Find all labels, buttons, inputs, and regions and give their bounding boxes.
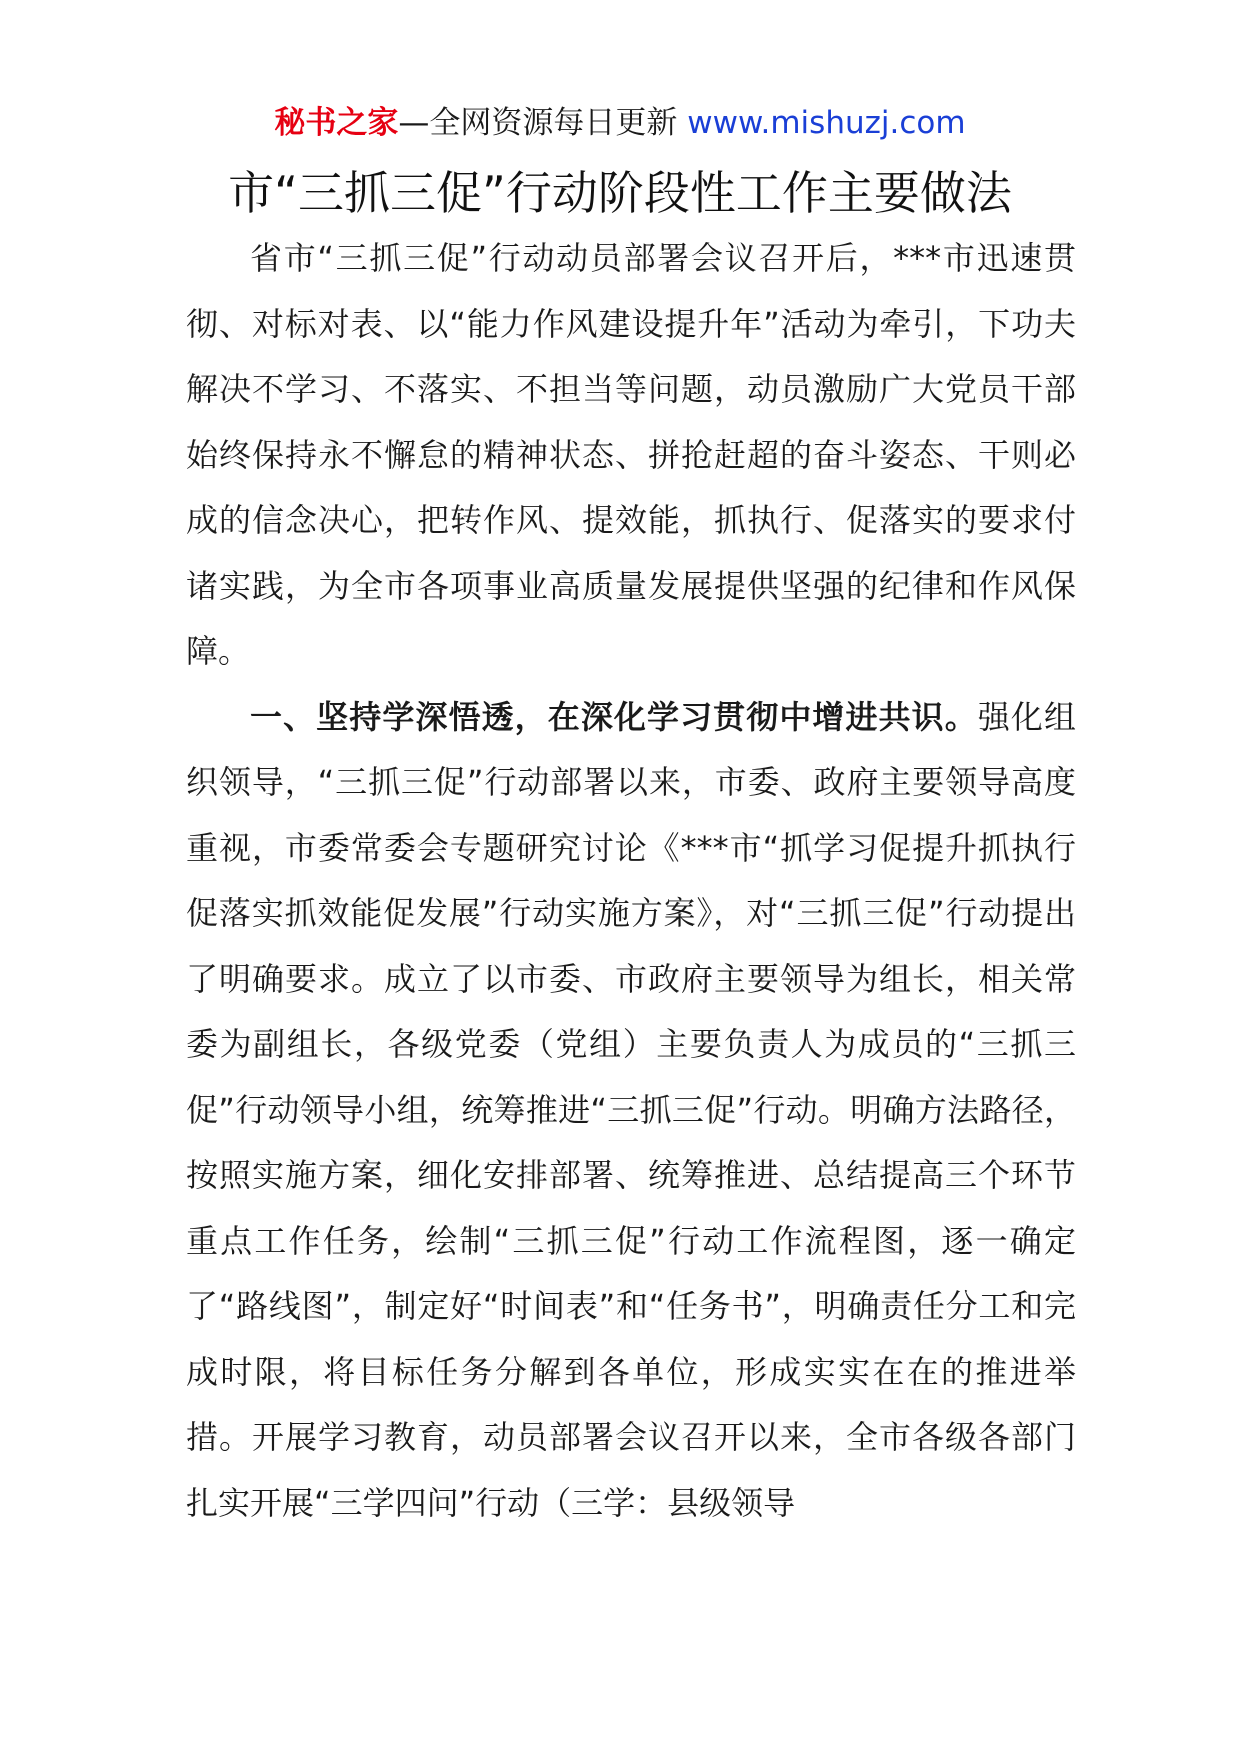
- paragraph-intro: [186, 226, 1076, 685]
- header-tagline: —全网资源每日更新: [398, 105, 678, 141]
- site-url-link[interactable]: www.mishuzj.com: [687, 105, 966, 141]
- section-heading: 一、坚持学深悟透，在深化学习贯彻中增进共识。: [250, 697, 978, 736]
- paragraph-text: 省市“三抓三促”行动动员部署会议召开后，***市迅速贯彻、对标对表、以“能力作风建设提升年”活动为牵引，下功夫解决不学习、不落实、不担当等问题，动员激励广大党员干部始终保持永不懈怠的精神状态、拼抢赶超的奋斗姿态、干则必成的信念决心，把转作风、提效能，抓执行、促落实的要求付诸实践，为全市各项事业高质量发展提供坚强的纪律和作风保障。: [186, 239, 1076, 670]
- paragraph-text: 强化组织领导，“三抓三促”行动部署以来，市委、政府主要领导高度重视，市委常委会专题研究讨论《***市“抓学习促提升抓执行促落实抓效能促发展”行动实施方案》，对“三抓三促”行动提出了明确要求。成立了以市委、市政府主要领导为组长，相关常委为副组长，各级党委（党组）主要负责人为成员的“三抓三促”行动领导小组，统筹推进“三抓三促”行动。明确方法路径，按照实施方案，细化安排部署、统筹推进、总结提高三个环节重点工作任务，绘制“三抓三促”行动工作流程图，逐一确定了“路线图”，制定好“时间表”和“任务书”，明确责任分工和完成时限，将目标任务分解到各单位，形成实实在在的推进举措。开展学习教育，动员部署会议召开以来，全市各级各部门扎实开展“三学四问”行动（三学：县级领导: [186, 697, 1076, 1522]
- paragraph-section-one: [186, 685, 1076, 1537]
- brand-name: 秘书之家: [274, 105, 399, 141]
- document-title: 市“三抓三促”行动阶段性工作主要做法: [228, 166, 1012, 220]
- site-header: [0, 100, 1240, 146]
- document-body: [186, 226, 1076, 1536]
